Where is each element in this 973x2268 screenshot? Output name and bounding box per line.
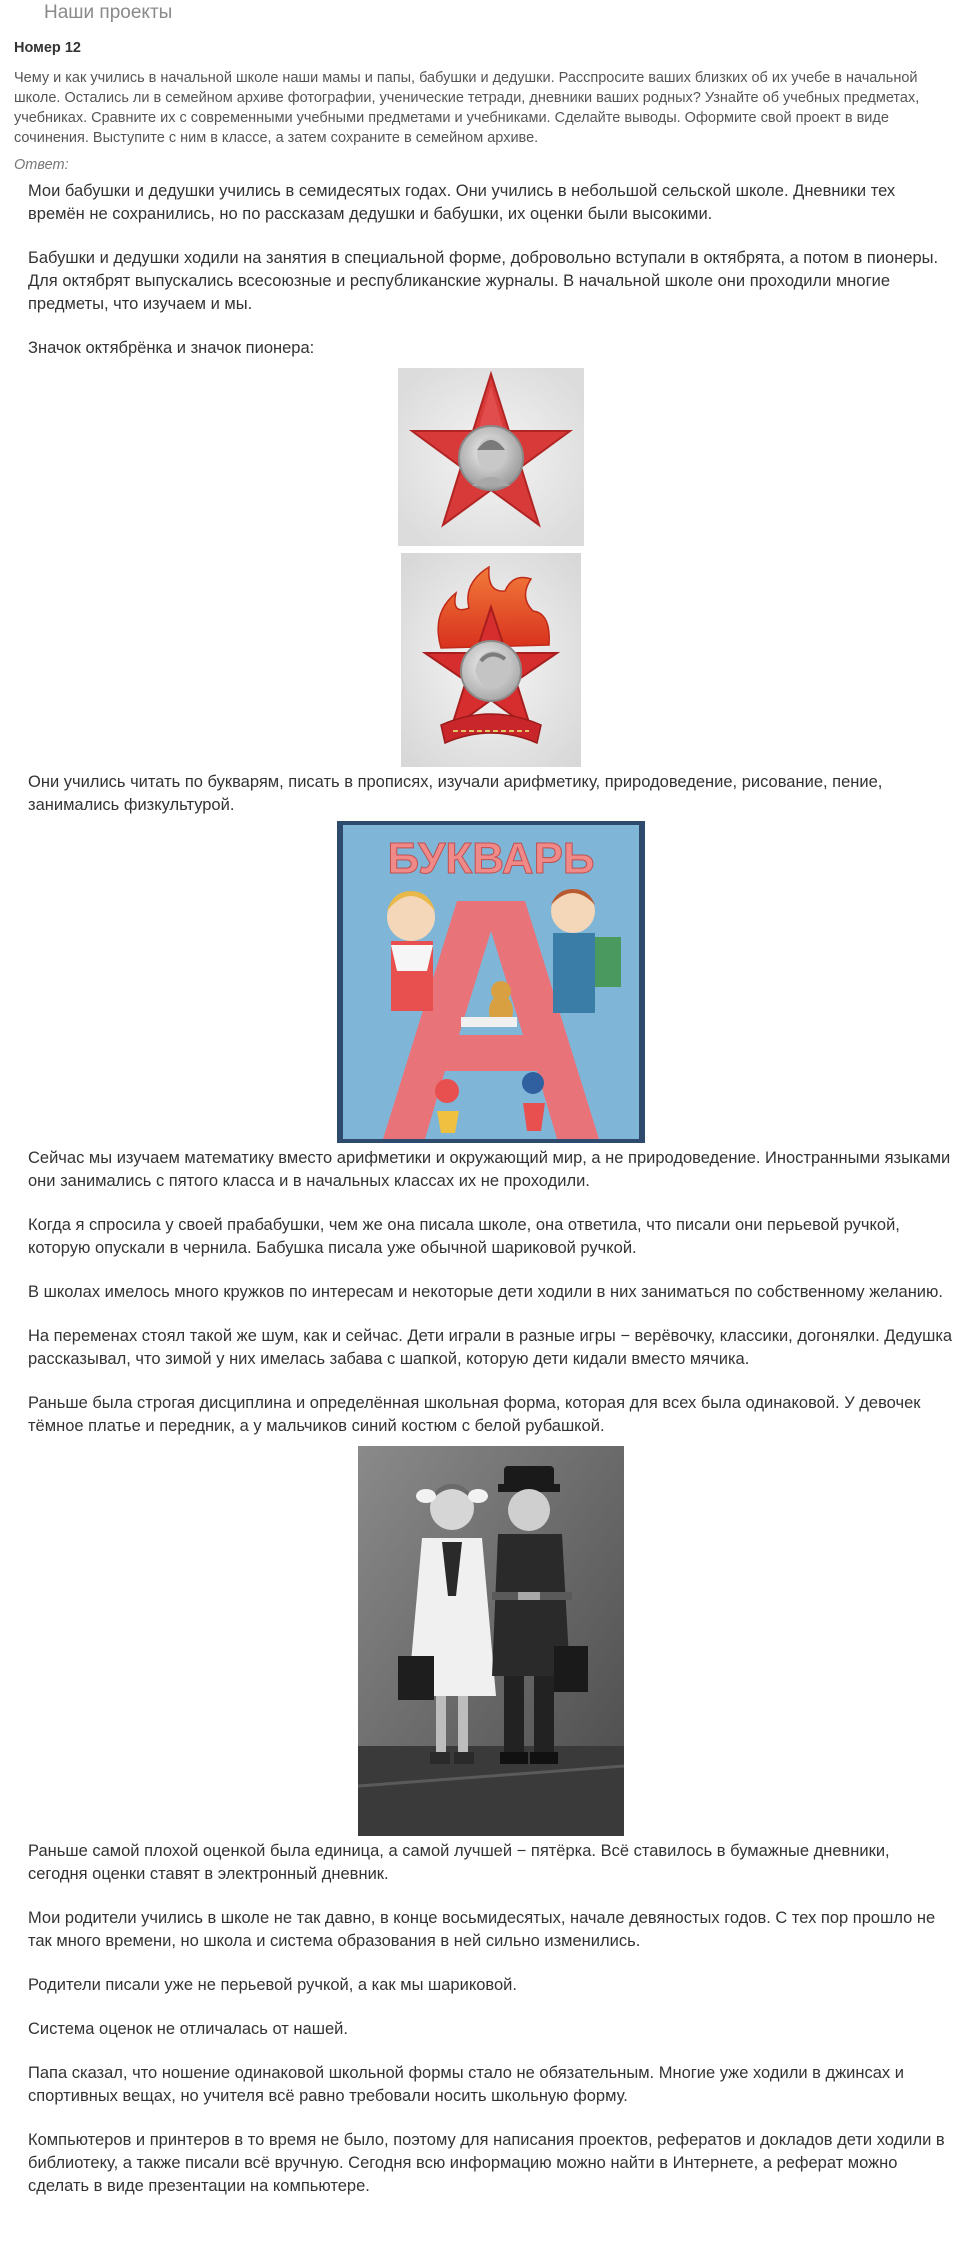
answer-paragraph: Сейчас мы изучаем математику вместо арифметики и окружающий мир, а не природоведение. Иностранными языками они занимались с пятого класса и в начальных классах их не проходили. [28, 1149, 951, 1190]
answer-paragraph: Система оценок не отличалась от нашей. [28, 2020, 348, 2038]
answer-paragraph: Когда я спросила у своей прабабушки, чем же она писала школе, она ответила, что писали они перьевой ручкой, которую опускали в чернила. Бабушка писала уже обычной шариковой ручкой. [28, 1216, 900, 1257]
answer-content [28, 180, 953, 2202]
answer-paragraph: В школах имелось много кружков по интересам и некоторые дети ходили в них заниматься по собственному желанию. [28, 1283, 943, 1301]
pioneer-star-icon [401, 553, 581, 767]
answer-paragraph: Бабушки и дедушки ходили на занятия в специальной форме, добровольно вступали в октябрята, а потом в пионеры. Для октябрят выпускались всесоюзные и республиканские журналы. В начальной школе они проходили многие предметы, что изучаем и мы. [28, 249, 939, 313]
answer-paragraph: Мои бабушки и дедушки учились в семидесятых годах. Они учились в небольшой сельской школе. Дневники тех времён не сохранились, но по рассказам дедушки и бабушки, их оценки были высокими. [28, 182, 896, 223]
answer-paragraph: Папа сказал, что ношение одинаковой школьной формы стало не обязательным. Многие уже ходили в джинсах и спортивных вещах, но учителя всё равно требовали носить школьную форму. [28, 2064, 904, 2105]
octobrist-badge-image [398, 368, 584, 546]
task-text: Чему и как учились в начальной школе наши мамы и папы, бабушки и дедушки. Расспросите ваших близких об их учебе в начальной школе. Остались ли в семейном архиве фотографии, ученические тетради, дневники ваших родных? Узнайте об учебных предметах, учебниках. Сравните их с современными учебными предметами и учебниками. Сделайте выводы. Оформите свой проект в виде сочинения. Выступите с ним в классе, а затем сохраните в семейном архиве. [14, 70, 920, 146]
answer-paragraph: Значок октябрёнка и значок пионера: [28, 339, 315, 357]
bukvar-title: БУКВАРЬ [386, 834, 595, 883]
answer-paragraph: Родители писали уже не перьевой ручкой, а как мы шариковой. [28, 1976, 517, 1994]
school-uniform-photo [358, 1446, 624, 1836]
answer-paragraph: Компьютеров и принтеров в то время не было, поэтому для написания проектов, рефератов и докладов дети ходили в библиотеку, а также писали всё вручную. Сегодня всю информацию можно найти в Интернете, а реферат можно сделать в виде презентации на компьютере. [28, 2131, 945, 2195]
task-number: Номер 12 [14, 40, 81, 56]
octobrist-star-icon [398, 368, 584, 546]
answer-paragraph: Они учились читать по букварям, писать в прописях, изучали арифметику, природоведение, рисование, пение, занимались физкультурой. [28, 773, 883, 814]
answer-paragraph: Раньше самой плохой оценкой была единица, а самой лучшей − пятёрка. Всё ставилось в бумажные дневники, сегодня оценки ставят в электронный дневник. [28, 1842, 890, 1883]
answer-paragraph: Раньше была строгая дисциплина и определённая школьная форма, которая для всех была одинаковой. У девочек тёмное платье и передник, а у мальчиков синий костюм с белой рубашкой. [28, 1394, 921, 1435]
bukvar-book-image [337, 821, 645, 1143]
pioneer-badge-image [401, 553, 581, 767]
page-title: Наши проекты [44, 2, 173, 23]
answer-label: Ответ: [14, 157, 69, 173]
answer-paragraph: Мои родители учились в школе не так давно, в конце восьмидесятых, начале девяностых годов. С тех пор прошло не так много времени, но школа и система образования в ней сильно изменились. [28, 1909, 936, 1950]
answer-paragraph: На переменах стоял такой же шум, как и сейчас. Дети играли в разные игры − верёвочку, классики, догонялки. Дедушка рассказывал, что зимой у них имелась забава с шапкой, которую дети кидали вместо мячика. [28, 1327, 953, 1368]
